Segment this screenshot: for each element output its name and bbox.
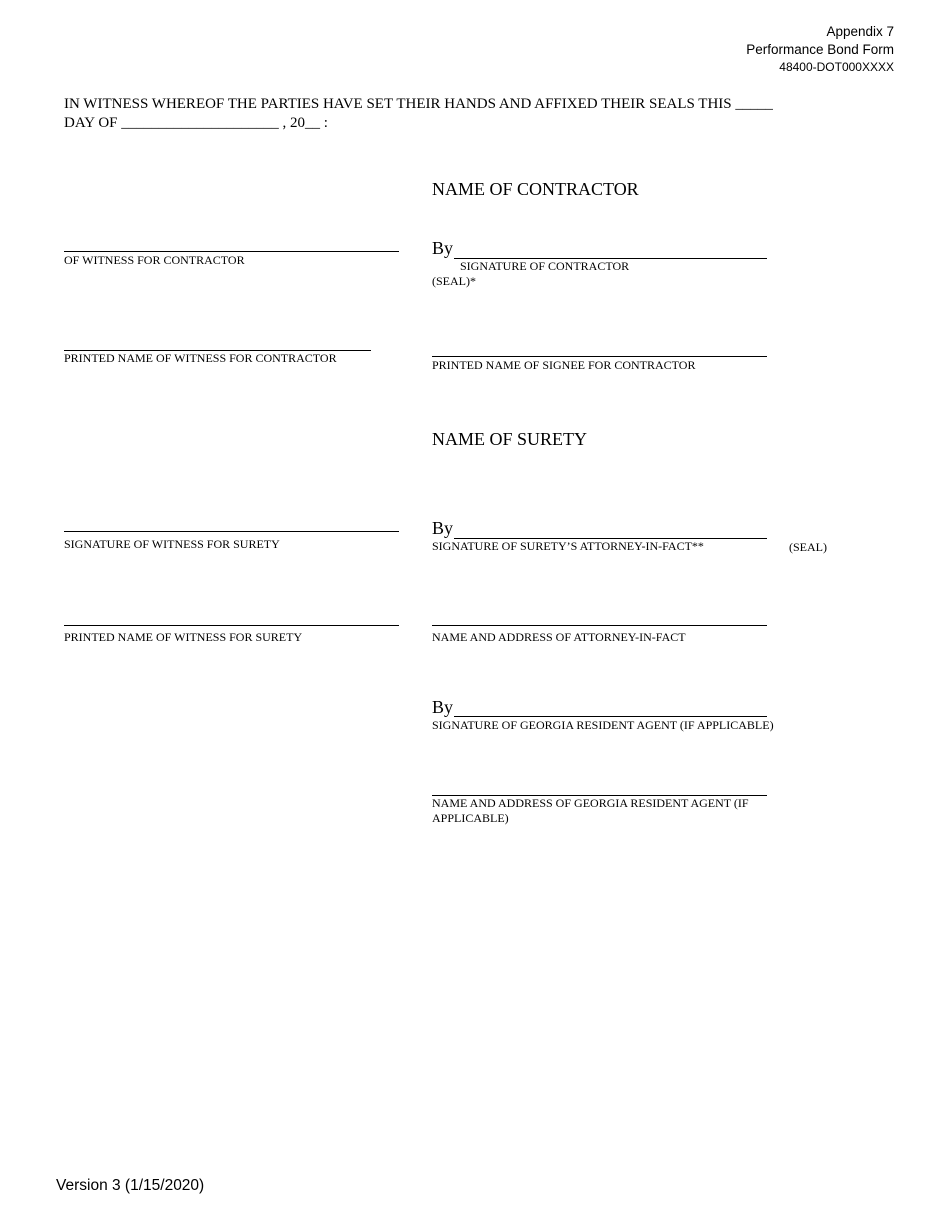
contractor-seal-label: (SEAL)* <box>432 274 476 288</box>
georgia-agent-signature-label: SIGNATURE OF GEORGIA RESIDENT AGENT (IF APPLICABLE) <box>432 718 774 732</box>
georgia-agent-name-address-label-line1: NAME AND ADDRESS OF GEORGIA RESIDENT AGENT (IF <box>432 796 749 810</box>
surety-seal-label: (SEAL) <box>789 540 827 554</box>
contractor-by-label: By <box>432 238 454 258</box>
form-number: 48400-DOT000XXXX <box>779 60 894 74</box>
contractor-witness-signature-line[interactable] <box>64 251 399 252</box>
contractor-signee-printed-name-line[interactable] <box>432 356 767 357</box>
contractor-witness-printed-name-label: PRINTED NAME OF WITNESS FOR CONTRACTOR <box>64 351 337 365</box>
georgia-agent-signature-line[interactable] <box>454 716 767 717</box>
attorney-name-address-line[interactable] <box>432 625 767 626</box>
contractor-name-heading: NAME OF CONTRACTOR <box>432 179 639 199</box>
contractor-signature-label: SIGNATURE OF CONTRACTOR <box>460 259 630 273</box>
surety-by-label: By <box>432 518 454 538</box>
surety-witness-printed-name-line[interactable] <box>64 625 399 626</box>
witness-statement-line1: IN WITNESS WHEREOF THE PARTIES HAVE SET THEIR HANDS AND AFFIXED THEIR SEALS THIS _____ <box>64 96 773 112</box>
version-footer: Version 3 (1/15/2020) <box>56 1177 205 1194</box>
georgia-agent-name-address-label-line2: APPLICABLE) <box>432 811 509 825</box>
surety-witness-signature-label: SIGNATURE OF WITNESS FOR SURETY <box>64 537 280 551</box>
witness-statement-line2: DAY OF _____________________ , 20__ : <box>64 115 328 131</box>
attorney-name-address-label: NAME AND ADDRESS OF ATTORNEY-IN-FACT <box>432 630 686 644</box>
georgia-agent-by-label: By <box>432 697 454 717</box>
form-title: Performance Bond Form <box>746 42 894 57</box>
contractor-signee-printed-name-label: PRINTED NAME OF SIGNEE FOR CONTRACTOR <box>432 358 696 372</box>
appendix-label: Appendix 7 <box>826 24 894 39</box>
surety-attorney-signature-label: SIGNATURE OF SURETY’S ATTORNEY-IN-FACT** <box>432 539 704 553</box>
contractor-witness-signature-label: OF WITNESS FOR CONTRACTOR <box>64 253 245 267</box>
surety-name-heading: NAME OF SURETY <box>432 429 588 449</box>
surety-witness-printed-name-label: PRINTED NAME OF WITNESS FOR SURETY <box>64 630 303 644</box>
surety-witness-signature-line[interactable] <box>64 531 399 532</box>
